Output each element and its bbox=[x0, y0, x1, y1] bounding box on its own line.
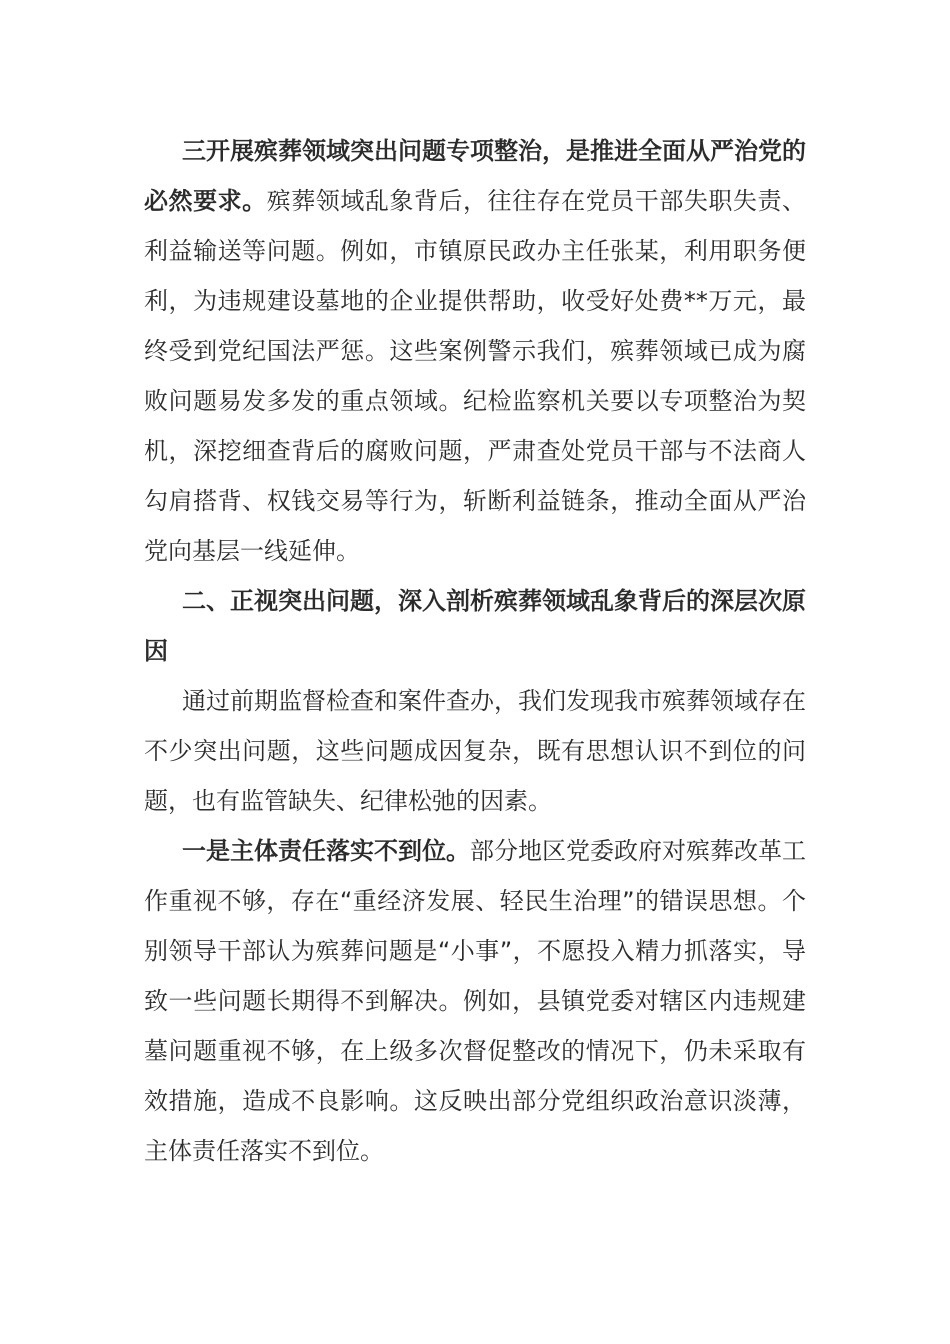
paragraph-text: 殡葬领域乱象背后，往往存在党员干部失职失责、利益输送等问题。例如，市镇原民政办主任张某，利用职务便利，为违规建设墓地的企业提供帮助，收受好处费**万元，最终受到党纪国法严惩。这些案例警示我们，殡葬领域已成为腐败问题易发多发的重点领域。纪检监察机关要以专项整治为契机，深挖细查背后的腐败问题，严肃查处党员干部与不法商人勾肩搭背、权钱交易等行为，斩断利益链条，推动全面从严治党向基层一线延伸。 bbox=[144, 187, 807, 565]
section-heading-2: 二、正视突出问题，深入剖析殡葬领域乱象背后的深层次原因 bbox=[144, 587, 806, 665]
document-body bbox=[144, 126, 806, 1176]
paragraph-overview: 通过前期监督检查和案件查办，我们发现我市殡葬领域存在不少突出问题，这些问题成因复杂，既有思想认识不到位的问题，也有监管缺失、纪律松弛的因素。 bbox=[144, 687, 806, 815]
paragraph-text: 部分地区党委政府对殡葬改革工作重视不够，存在“重经济发展、轻民生治理”的错误思想。个别领导干部认为殡葬问题是“小事”，不愿投入精力抓落实，导致一些问题长期得不到解决。例如，县镇党委对辖区内违规建墓问题重视不够，在上级多次督促整改的情况下，仍未采取有效措施，造成不良影响。这反映出部分党组织政治意识淡薄，主体责任落实不到位。 bbox=[144, 837, 806, 1165]
paragraph-special-rectification bbox=[144, 126, 806, 576]
paragraph-lead-bold: 一是主体责任落实不到位。 bbox=[182, 837, 470, 865]
paragraph-main-responsibility bbox=[144, 826, 806, 1176]
paragraph-lead-bold: 三开展殡葬领域突出问题专项整治，是推进全面从严治党的必然要求。 bbox=[144, 137, 806, 215]
